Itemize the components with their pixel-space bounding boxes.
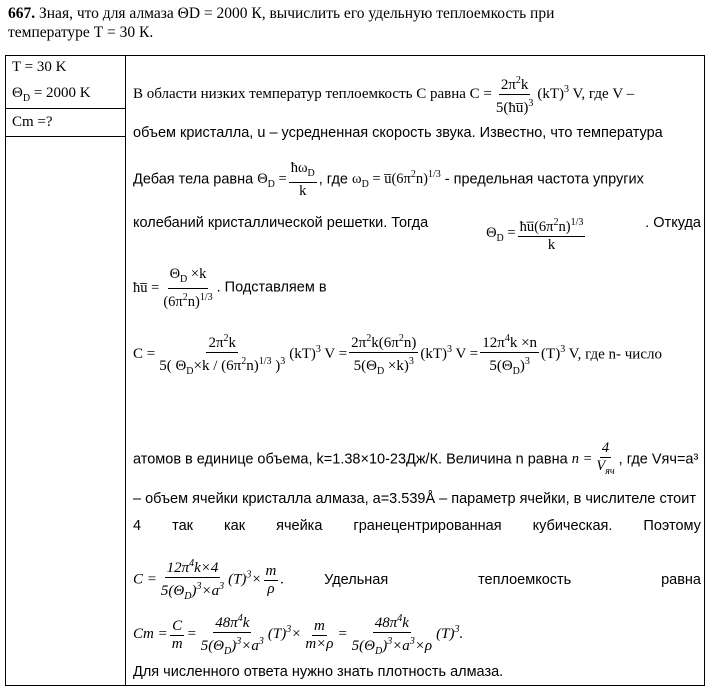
solution-line-2: объем кристалла, u – усредненная скорость звука. Известно, что температура (133, 125, 663, 141)
solution-line-10: C = $\frac{12\pi^4k\times 4}{5(\Theta_D)^3\times a^3}$ $(T)^3\times$ $\frac{m}{\rho}$ . Удельная теплоемкость равна (133, 555, 701, 605)
solution-line-7: атомов в единице объема, k=1.38×10-23Дж/К. Величина n равна n = $\frac{4}{V_{яч}}$ , где Vяч=a³ (133, 440, 699, 477)
formula-c-final: C = $\frac{12\pi^4k\times 4}{5(\Theta_D)^3\times a^3}$ $(T)^3\times$ $\frac{m}{\rho}$ . (133, 555, 284, 605)
formula-omega: $\omega_D$ = $u̅(6\pi^2n)^{1/3}$ (352, 169, 441, 191)
problem-statement (8, 4, 704, 42)
solution-line-12: Для численного ответа нужно знать плотность алмаза. (133, 664, 504, 680)
solution-line-4: колебаний кристаллической решетки. Тогда $\Theta_D$ = $\frac{ħu̅(6\pi^2n)^{1/3}}{k}$ . Откуда (133, 215, 701, 253)
column-divider (125, 56, 126, 685)
formula-n: n = $\frac{4}{V_{яч}}$ (571, 440, 615, 477)
solution-line-5: ħu̅ = $\frac{\Theta_D \times k}{(6\pi^2n)^{1/3}}$ . Подставляем в (133, 266, 327, 310)
given-debye-temperature: $\Theta_D = 2000$ K (12, 85, 91, 104)
formula-theta-u: $\Theta_D$ = $\frac{ħu̅(6\pi^2n)^{1/3}}{k}$ (486, 214, 587, 254)
given-divider (6, 108, 125, 109)
formula-cm: Cm = $\frac{C}{m}$ = $\frac{48\pi^4k}{5(\Theta_D)^3\times a^3}$ $(T)^3\times$ $\frac{m}{m\times\rho}$ = $\frac{48\pi^4k}{5(\Theta_D)^3\times a^3\times\rho}$ $(T)^3$. (133, 626, 463, 642)
solution-line-1: В области низких температур теплоемкость С равна C = $\frac{2\pi^2k}{5(ħu̅)^3}$ (kT)$^3$ V, где V – (133, 72, 701, 117)
formula-hu: ħu̅ = $\frac{\Theta_D \times k}{(6\pi^2n)^{1/3}}$ (133, 266, 213, 310)
find-cm: Cm =? (12, 114, 53, 130)
solution-line-6: C = $\frac{2\pi^2k}{5( \Theta_D\times k / (6\pi^2n)^{1/3} )^3}$ (kT)$^3$ V = $\frac{2\pi^2k(6\pi^2n)}{5(\Theta_D \times k)^3}$ (kT)$^3$ V = $\frac{12\pi^4k \times n}{5(\Theta_D)^3}$ $(T)^3$ V, где n- число (133, 330, 701, 380)
solution-line-11 (133, 610, 701, 660)
formula-c-substituted: C = $\frac{2\pi^2k}{5( \Theta_D\times k / (6\pi^2n)^{1/3} )^3}$ (kT)$^3$ V = $\frac{2\pi^2k(6\pi^2n)}{5(\Theta_D \times k)^3}$ (kT)$^3$ V = $\frac{12\pi^4k \times n}{5(\Theta_D)^3}$ $(T)^3$ V (133, 346, 578, 362)
solution-line-9: 4 так как ячейка гранецентрированная кубическая. Поэтому (133, 518, 701, 534)
problem-line-2: температуре Т = 30 К. (8, 24, 154, 41)
formula-theta-def: $\frac{ħ\omega_D}{k}$ (290, 160, 315, 199)
given-temperature: T = 30 K (12, 59, 67, 75)
formula-c-low: $\frac{2\pi^2k}{5(ħu̅)^3}$ (494, 72, 536, 117)
problem-number: 667. (8, 5, 36, 22)
solution-line-8: – объем ячейки кристалла алмаза, а=3.539Å – параметр ячейки, в числителе стоит (133, 491, 696, 507)
solution-line-3: Дебая тела равна $\Theta_D$ = $\frac{ħ\omega_D}{k}$ , где $\omega_D$ = $u̅(6\pi^2n)^{1/3}$ - предельная частота упругих (133, 160, 644, 199)
find-divider (6, 136, 125, 137)
problem-line-1: 667. Зная, что для алмаза ΘD = 2000 К, вычислить его удельную теплоемкость при (8, 5, 555, 22)
